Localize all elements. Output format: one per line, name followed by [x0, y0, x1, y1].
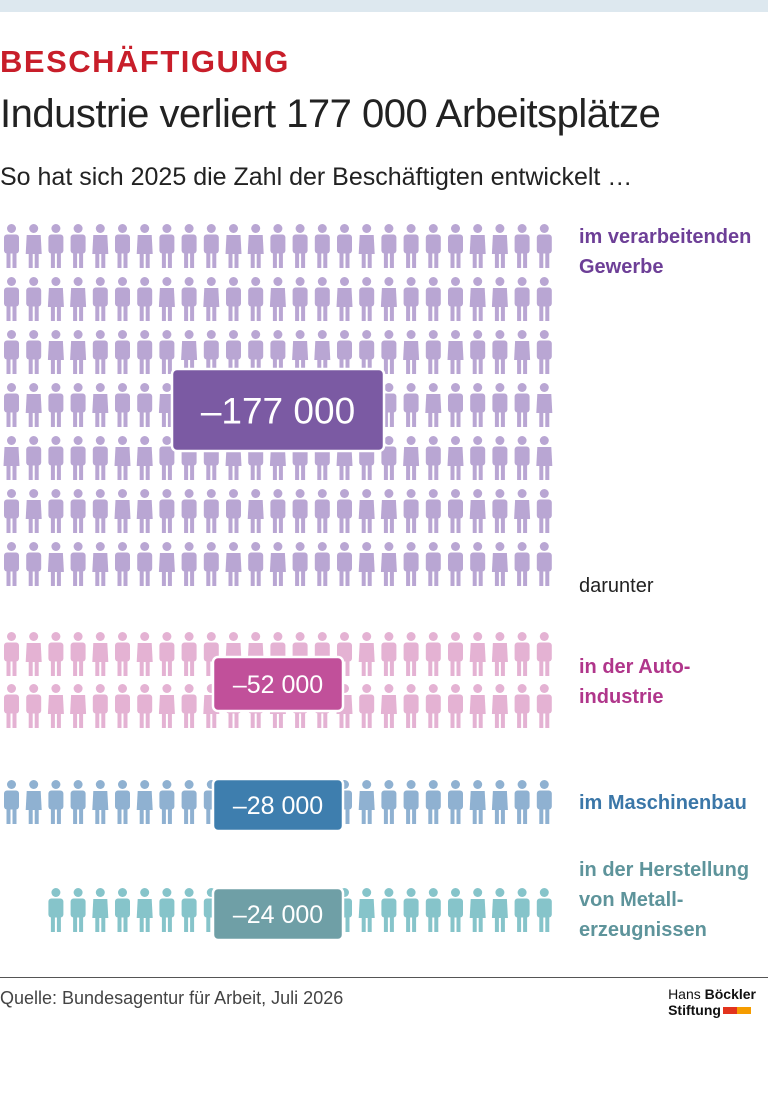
person-icon	[470, 224, 486, 268]
person-icon	[425, 383, 441, 427]
person-icon	[226, 330, 241, 374]
series-label-mechanical-engineering: im Maschinenbau	[579, 792, 747, 814]
person-icon	[536, 436, 552, 480]
person-icon	[92, 542, 108, 586]
person-icon	[403, 330, 419, 374]
person-icon	[137, 489, 153, 533]
person-icon	[182, 542, 197, 586]
person-icon	[404, 684, 419, 728]
person-icon	[71, 632, 86, 676]
person-icon	[70, 684, 86, 728]
person-icon	[537, 542, 552, 586]
value-label-2: –28 000	[232, 792, 324, 820]
person-icon	[515, 632, 530, 676]
person-icon	[137, 542, 152, 586]
person-icon	[92, 224, 108, 268]
person-icon	[359, 330, 374, 374]
person-icon	[515, 436, 530, 480]
person-icon	[226, 277, 241, 321]
person-icon	[337, 330, 352, 374]
person-icon	[182, 780, 197, 824]
pictogram-group-0	[4, 224, 553, 586]
person-icon	[426, 684, 441, 728]
person-icon	[492, 542, 508, 586]
person-icon	[314, 330, 330, 374]
person-icon	[537, 780, 552, 824]
person-icon	[426, 277, 441, 321]
person-icon	[137, 888, 153, 932]
person-icon	[71, 780, 86, 824]
person-icon	[403, 436, 419, 480]
person-icon	[93, 684, 108, 728]
person-icon	[359, 780, 375, 824]
person-icon	[448, 330, 464, 374]
person-icon	[381, 277, 397, 321]
pictogram-group-2	[4, 779, 552, 831]
person-icon	[426, 780, 441, 824]
series-label-metal-products: in der Herstellung von Metall- erzeugnissen	[579, 859, 750, 941]
person-icon	[48, 330, 64, 374]
person-icon	[492, 436, 507, 480]
person-icon	[492, 330, 507, 374]
person-icon	[448, 684, 463, 728]
person-icon	[293, 489, 308, 533]
person-icon	[92, 888, 108, 932]
person-icon	[492, 277, 508, 321]
person-icon	[115, 436, 131, 480]
person-icon	[26, 489, 42, 533]
person-icon	[515, 224, 530, 268]
person-icon	[137, 436, 153, 480]
pictogram-group-3	[48, 888, 551, 940]
person-icon	[226, 542, 242, 586]
person-icon	[4, 224, 19, 268]
person-icon	[381, 632, 396, 676]
person-icon	[470, 489, 486, 533]
person-icon	[159, 330, 174, 374]
person-icon	[71, 888, 86, 932]
person-icon	[448, 780, 463, 824]
person-icon	[337, 489, 352, 533]
person-icon	[70, 330, 86, 374]
person-icon	[537, 330, 552, 374]
person-icon	[115, 632, 130, 676]
person-icon	[404, 489, 419, 533]
person-icon	[404, 632, 419, 676]
person-icon	[359, 542, 375, 586]
person-icon	[381, 330, 396, 374]
person-icon	[137, 383, 152, 427]
person-icon	[381, 542, 397, 586]
person-icon	[270, 489, 285, 533]
person-icon	[115, 542, 130, 586]
person-icon	[315, 224, 330, 268]
person-icon	[182, 489, 197, 533]
person-icon	[204, 489, 219, 533]
person-icon	[470, 632, 486, 676]
logo-text-boeckler: Böckler	[704, 986, 756, 1002]
value-label-0: –177 000	[200, 390, 356, 432]
person-icon	[292, 330, 308, 374]
person-icon	[448, 888, 463, 932]
person-icon	[181, 330, 197, 374]
person-icon	[115, 888, 130, 932]
person-icon	[159, 684, 175, 728]
person-icon	[182, 224, 197, 268]
person-icon	[359, 489, 375, 533]
person-icon	[70, 277, 86, 321]
person-icon	[293, 542, 308, 586]
person-icon	[203, 277, 219, 321]
page-title: Industrie verliert 177 000 Arbeitsplätze	[0, 92, 661, 136]
person-icon	[448, 489, 463, 533]
person-icon	[137, 632, 153, 676]
person-icon	[315, 489, 330, 533]
person-icon	[536, 383, 552, 427]
person-icon	[26, 383, 42, 427]
person-icon	[48, 542, 64, 586]
person-icon	[26, 780, 42, 824]
person-icon	[426, 436, 441, 480]
source-note: Quelle: Bundesagentur für Arbeit, Juli 2026	[0, 988, 344, 1008]
person-icon	[448, 383, 463, 427]
person-icon	[48, 780, 63, 824]
person-icon	[514, 489, 530, 533]
person-icon	[4, 383, 19, 427]
person-icon	[537, 632, 552, 676]
person-icon	[515, 780, 530, 824]
person-icon	[248, 277, 263, 321]
person-icon	[137, 684, 152, 728]
person-icon	[470, 542, 485, 586]
person-icon	[381, 684, 397, 728]
person-icon	[204, 542, 219, 586]
person-icon	[470, 330, 485, 374]
person-icon	[426, 224, 441, 268]
kicker: BESCHÄFTIGUNG	[0, 44, 290, 79]
person-icon	[48, 489, 63, 533]
person-icon	[115, 383, 130, 427]
person-icon	[359, 684, 374, 728]
person-icon	[270, 224, 285, 268]
person-icon	[293, 224, 308, 268]
person-icon	[426, 489, 441, 533]
person-icon	[137, 780, 153, 824]
value-label-1: –52 000	[232, 671, 324, 699]
person-icon	[182, 277, 197, 321]
person-icon	[315, 277, 330, 321]
person-icon	[92, 780, 108, 824]
person-icon	[248, 224, 264, 268]
person-icon	[492, 632, 508, 676]
subtitle: So hat sich 2025 die Zahl der Beschäftigten entwickelt …	[0, 163, 633, 191]
person-icon	[26, 542, 41, 586]
person-icon	[492, 489, 507, 533]
person-icon	[71, 542, 86, 586]
person-icon	[470, 780, 486, 824]
person-icon	[514, 330, 530, 374]
value-label-3: –24 000	[232, 901, 324, 929]
person-icon	[182, 684, 197, 728]
person-icon	[470, 277, 486, 321]
person-icon	[537, 277, 552, 321]
person-icon	[159, 489, 174, 533]
person-icon	[4, 542, 19, 586]
person-icon	[492, 684, 508, 728]
person-icon	[48, 224, 63, 268]
person-icon	[492, 224, 508, 268]
person-icon	[515, 542, 530, 586]
person-icon	[159, 632, 174, 676]
person-icon	[359, 277, 374, 321]
person-icon	[426, 330, 441, 374]
person-icon	[381, 489, 397, 533]
person-icon	[92, 632, 108, 676]
person-icon	[48, 684, 64, 728]
person-icon	[492, 780, 508, 824]
person-icon	[115, 224, 130, 268]
person-icon	[337, 542, 352, 586]
person-icon	[137, 224, 153, 268]
person-icon	[448, 632, 463, 676]
person-icon	[337, 224, 352, 268]
person-icon	[71, 489, 86, 533]
person-icon	[92, 383, 108, 427]
pictogram-chart	[0, 220, 570, 960]
person-icon	[470, 888, 486, 932]
person-icon	[537, 489, 552, 533]
person-icon	[404, 383, 419, 427]
person-icon	[93, 277, 108, 321]
person-icon	[4, 632, 19, 676]
person-icon	[293, 277, 308, 321]
pictogram-group-1	[4, 632, 552, 728]
person-icon	[159, 277, 175, 321]
person-icon	[448, 542, 463, 586]
person-icon	[426, 632, 441, 676]
top-bar	[0, 0, 768, 12]
person-icon	[204, 224, 219, 268]
person-icon	[159, 542, 175, 586]
series-label-manufacturing: im verarbeitenden Gewerbe	[579, 226, 752, 278]
person-icon	[381, 224, 396, 268]
person-icon	[270, 542, 286, 586]
person-icon	[159, 780, 174, 824]
person-icon	[26, 632, 42, 676]
person-icon	[492, 888, 508, 932]
person-icon	[4, 780, 19, 824]
person-icon	[270, 277, 286, 321]
person-icon	[93, 489, 108, 533]
person-icon	[515, 383, 530, 427]
person-icon	[26, 330, 41, 374]
person-icon	[182, 888, 197, 932]
person-icon	[448, 224, 463, 268]
person-icon	[404, 277, 419, 321]
person-icon	[115, 277, 130, 321]
person-icon	[226, 224, 242, 268]
person-icon	[137, 330, 152, 374]
footer-divider	[0, 977, 768, 978]
person-icon	[4, 277, 19, 321]
person-icon	[381, 888, 396, 932]
person-icon	[404, 224, 419, 268]
person-icon	[426, 542, 441, 586]
person-icon	[137, 277, 152, 321]
person-icon	[93, 436, 108, 480]
person-icon	[159, 224, 174, 268]
person-icon	[4, 330, 19, 374]
person-icon	[337, 277, 353, 321]
person-icon	[470, 684, 486, 728]
person-icon	[426, 888, 441, 932]
person-icon	[115, 780, 130, 824]
person-icon	[470, 436, 485, 480]
person-icon	[4, 436, 20, 480]
person-icon	[26, 436, 41, 480]
person-icon	[515, 888, 530, 932]
person-icon	[381, 780, 396, 824]
person-icon	[48, 888, 63, 932]
person-icon	[26, 224, 42, 268]
person-icon	[537, 224, 552, 268]
person-icon	[537, 888, 552, 932]
hans-boeckler-logo	[668, 986, 756, 1018]
logo-text-hans: Hans	[668, 986, 701, 1002]
person-icon	[48, 632, 63, 676]
note-darunter: darunter	[579, 575, 654, 597]
person-icon	[404, 542, 419, 586]
person-icon	[248, 330, 263, 374]
person-icon	[404, 780, 419, 824]
person-icon	[404, 888, 419, 932]
series-label-auto-industry: in der Auto- industrie	[579, 656, 691, 708]
person-icon	[71, 383, 86, 427]
person-icon	[182, 632, 197, 676]
person-icon	[48, 383, 63, 427]
person-icon	[48, 436, 63, 480]
person-icon	[26, 277, 41, 321]
person-icon	[159, 888, 174, 932]
person-icon	[71, 436, 86, 480]
person-icon	[537, 684, 552, 728]
person-icon	[359, 224, 375, 268]
person-icon	[359, 632, 375, 676]
person-icon	[226, 489, 241, 533]
person-icon	[26, 684, 41, 728]
person-icon	[248, 489, 264, 533]
logo-orange-bar	[737, 1007, 751, 1014]
person-icon	[448, 277, 463, 321]
logo-text-stiftung: Stiftung	[668, 1002, 721, 1018]
person-icon	[470, 383, 485, 427]
person-icon	[115, 684, 130, 728]
person-icon	[315, 542, 330, 586]
person-icon	[270, 330, 285, 374]
person-icon	[71, 224, 86, 268]
person-icon	[115, 489, 131, 533]
person-icon	[359, 888, 375, 932]
person-icon	[115, 330, 130, 374]
logo-red-bar	[723, 1007, 737, 1014]
person-icon	[515, 684, 530, 728]
person-icon	[448, 436, 464, 480]
person-icon	[4, 684, 19, 728]
person-icon	[4, 489, 19, 533]
person-icon	[492, 383, 507, 427]
person-icon	[248, 542, 263, 586]
person-icon	[515, 277, 530, 321]
person-icon	[204, 330, 219, 374]
person-icon	[93, 330, 108, 374]
person-icon	[48, 277, 64, 321]
